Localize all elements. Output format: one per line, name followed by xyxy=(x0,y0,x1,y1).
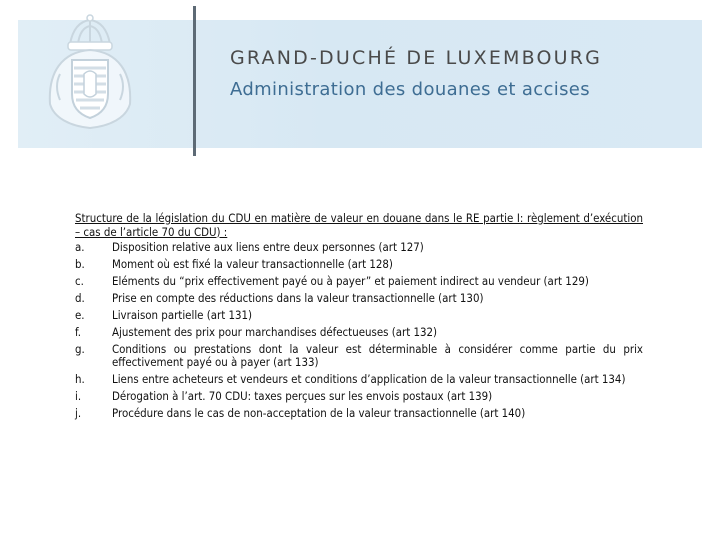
list-item xyxy=(75,258,643,272)
list-text: Livraison partielle (art 131) xyxy=(112,307,253,322)
list-item xyxy=(75,309,643,323)
list-item xyxy=(75,275,643,289)
list-letter: a. xyxy=(75,240,85,255)
list-item xyxy=(75,390,643,404)
section-heading: Structure de la législation du CDU en matière de valeur en douane dans le RE partie I: règlement d’exécution – cas de l’article 70 du CDU) : xyxy=(75,211,643,239)
list-letter: j. xyxy=(75,405,82,420)
list-item xyxy=(75,343,643,370)
list-item xyxy=(75,326,643,340)
list-item xyxy=(75,373,643,387)
org-title: GRAND-DUCHÉ DE LUXEMBOURG xyxy=(230,47,603,69)
list-text: Eléments du “prix effectivement payé ou à payer” et paiement indirect au vendeur (art 129) xyxy=(112,273,589,288)
list-text: Conditions ou prestations dont la valeur est déterminable à considérer comme partie du prix effectivement payé ou à payer (art 133) xyxy=(112,341,643,370)
list-letter: e. xyxy=(75,307,85,322)
header-divider xyxy=(193,6,196,156)
list-item xyxy=(75,292,643,306)
list-letter: f. xyxy=(75,324,82,339)
org-subtitle: Administration des douanes et accises xyxy=(230,79,590,100)
list-text: Prise en compte des réductions dans la valeur transactionnelle (art 130) xyxy=(112,290,484,305)
list-text: Procédure dans le cas de non-acceptation de la valeur transactionnelle (art 140) xyxy=(112,405,526,420)
list-text: Dérogation à l’art. 70 CDU: taxes perçues sur les envois postaux (art 139) xyxy=(112,388,493,403)
list-letter: c. xyxy=(75,273,84,288)
list-item xyxy=(75,241,643,255)
luxembourg-coat-of-arms-icon xyxy=(40,14,140,132)
list-text: Moment où est fixé la valeur transactionnelle (art 128) xyxy=(112,257,393,272)
list-text: Disposition relative aux liens entre deux personnes (art 127) xyxy=(112,240,424,255)
list-letter: b. xyxy=(75,257,85,272)
list-text: Ajustement des prix pour marchandises défectueuses (art 132) xyxy=(112,324,438,339)
list-letter: i. xyxy=(75,388,82,403)
content-block xyxy=(75,212,643,424)
list-letter: d. xyxy=(75,290,85,305)
list-text: Liens entre acheteurs et vendeurs et conditions d’application de la valeur transactionnelle (art 134) xyxy=(112,372,626,387)
list-letter: g. xyxy=(75,341,85,356)
list-item xyxy=(75,407,643,421)
list-letter: h. xyxy=(75,372,85,387)
